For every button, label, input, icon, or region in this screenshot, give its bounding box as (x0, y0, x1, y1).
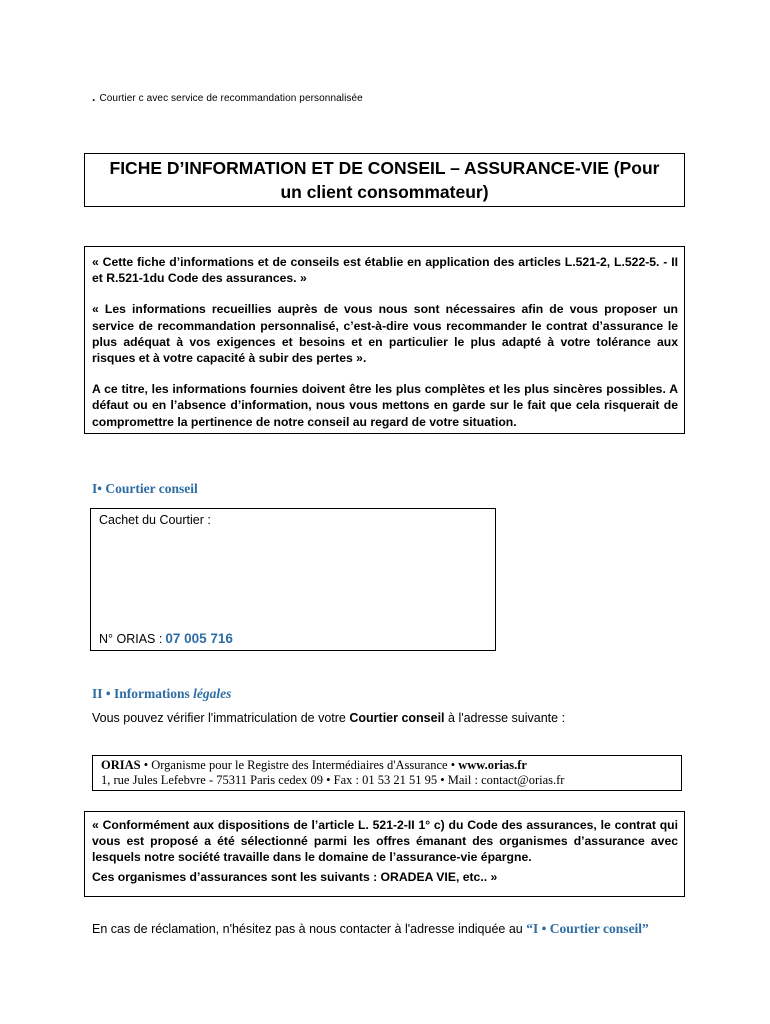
header-note (92, 90, 363, 104)
orias-number: 07 005 716 (165, 631, 233, 646)
reclamation-section-link[interactable]: “I • Courtier conseil” (526, 921, 649, 936)
verify-bold: Courtier conseil (349, 711, 445, 725)
orias-label: N° ORIAS : (99, 632, 163, 646)
conformity-box (84, 811, 685, 897)
cachet-label: Cachet du Courtier : (99, 513, 211, 527)
section2-heading-prefix: II • Informations (92, 686, 194, 701)
reclamation-prefix: En cas de réclamation, n'hésitez pas à nous contacter à l'adresse indiquée au (92, 922, 527, 936)
orias-info-box (92, 755, 682, 791)
section1-heading: I• Courtier conseil (92, 481, 198, 496)
intro-paragraph-1: « Cette fiche d’informations et de conseils est établie en application des articles L.521-2, L.522-5. - II et R.521-1du Code des assurances. » (92, 255, 678, 286)
header-bullet: . (92, 90, 96, 104)
intro-paragraph-3: A ce titre, les informations fournies doivent être les plus complètes et les plus sincères possibles. A défaut ou en l’absence d’information, nous vous mettons en garde sur le fait que cela risquerait de compromettre la pertinence de notre conseil au regard de votre situation. (92, 382, 678, 429)
orias-website-link[interactable]: www.orias.fr (458, 758, 527, 772)
reclamation-text (92, 921, 649, 937)
cachet-box (90, 508, 496, 651)
section2-heading (92, 686, 231, 702)
intro-box (84, 246, 685, 434)
intro-paragraph-2: « Les informations recueillies auprès de vous nous sont nécessaires afin de vous proposer un service de recommandation personnalisé, c’est-à-dire vous recommander le contrat d’assurance le plus adéquat à vos exigences et besoins et en particulier le plus adapté à votre tolérance aux risques et à votre capacité à subir des pertes ». (92, 302, 678, 366)
orias-name: ORIAS (101, 758, 141, 772)
orias-info-line-1 (101, 758, 673, 773)
document-title-box (84, 153, 685, 207)
orias-address: 1, rue Jules Lefebvre - 75311 Paris cedex 09 • Fax : 01 53 21 51 95 • Mail : contact@orias.fr (101, 773, 565, 787)
verify-prefix: Vous pouvez vérifier l'immatriculation de votre (92, 711, 350, 725)
header-note-text: Courtier c avec service de recommandation personnalisée (99, 93, 363, 104)
orias-description: • Organisme pour le Registre des Intermédiaires d'Assurance • (140, 758, 459, 772)
orias-line (99, 631, 233, 646)
document-title: FICHE D’INFORMATION ET DE CONSEIL – ASSURANCE-VIE (Pour un client consommateur) (109, 158, 660, 202)
conformity-paragraph-1: « Conformément aux dispositions de l’article L. 521-2-II 1° c) du Code des assurances, le contrat qui vous est proposé a été sélectionné parmi les offres émanant des organismes d’assurance avec lesquels notre société travaille dans le domaine de l’assurance-vie épargne. (92, 818, 678, 865)
verify-suffix: à l'adresse suivante : (444, 711, 566, 725)
verify-text (92, 711, 565, 725)
section2-heading-italic: légales (193, 686, 232, 701)
conformity-paragraph-2: Ces organismes d’assurances sont les suivants : ORADEA VIE, etc.. » (92, 869, 498, 884)
